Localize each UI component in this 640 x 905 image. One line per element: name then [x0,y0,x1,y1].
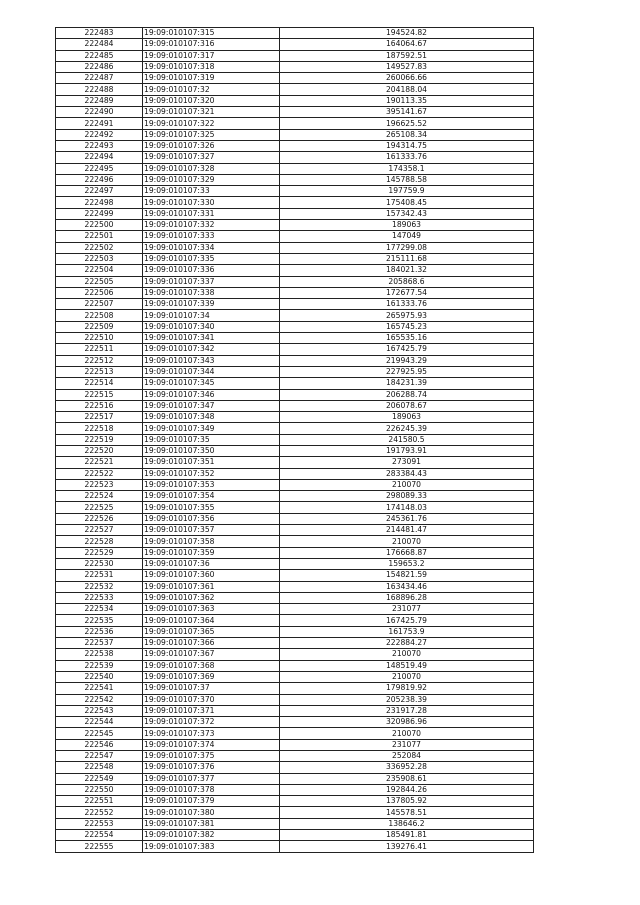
amount-cell: 231077 [280,739,534,750]
table-row [56,649,534,660]
row-id-cell: 222519 [56,434,143,445]
cadastral-number-cell: 19:09:010107:333 [143,231,280,242]
row-id-cell: 222554 [56,830,143,841]
table-row [56,491,534,502]
cadastral-number-cell: 19:09:010107:340 [143,321,280,332]
cadastral-number-cell: 19:09:010107:331 [143,208,280,219]
cadastral-number-cell: 19:09:010107:33 [143,186,280,197]
row-id-cell: 222489 [56,95,143,106]
table-row [56,412,534,423]
cadastral-number-cell: 19:09:010107:343 [143,355,280,366]
row-id-cell: 222555 [56,841,143,852]
row-id-cell: 222505 [56,276,143,287]
row-id-cell: 222528 [56,536,143,547]
amount-cell: 191793.91 [280,445,534,456]
row-id-cell: 222547 [56,751,143,762]
amount-cell: 139276.41 [280,841,534,852]
row-id-cell: 222544 [56,717,143,728]
cadastral-number-cell: 19:09:010107:364 [143,615,280,626]
table-row [56,333,534,344]
cadastral-number-cell: 19:09:010107:380 [143,807,280,818]
table-row [56,728,534,739]
amount-cell: 161753.9 [280,626,534,637]
table-row [56,276,534,287]
cadastral-number-cell: 19:09:010107:368 [143,660,280,671]
cadastral-number-cell: 19:09:010107:359 [143,547,280,558]
table-row [56,558,534,569]
cadastral-number-cell: 19:09:010107:379 [143,796,280,807]
table-row [56,638,534,649]
amount-cell: 167425.79 [280,615,534,626]
cadastral-number-cell: 19:09:010107:348 [143,412,280,423]
amount-cell: 174358.1 [280,163,534,174]
cadastral-number-cell: 19:09:010107:361 [143,581,280,592]
row-id-cell: 222550 [56,784,143,795]
cadastral-number-cell: 19:09:010107:341 [143,333,280,344]
table-row [56,445,534,456]
cadastral-number-cell: 19:09:010107:372 [143,717,280,728]
amount-cell: 184021.32 [280,265,534,276]
cadastral-number-cell: 19:09:010107:349 [143,423,280,434]
amount-cell: 231917.28 [280,705,534,716]
records-table-body [56,28,534,853]
amount-cell: 226245.39 [280,423,534,434]
table-row [56,50,534,61]
amount-cell: 189063 [280,412,534,423]
row-id-cell: 222483 [56,28,143,39]
row-id-cell: 222545 [56,728,143,739]
row-id-cell: 222524 [56,491,143,502]
cadastral-number-cell: 19:09:010107:34 [143,310,280,321]
table-row [56,129,534,140]
row-id-cell: 222498 [56,197,143,208]
table-row [56,671,534,682]
row-id-cell: 222521 [56,457,143,468]
amount-cell: 206288.74 [280,389,534,400]
table-row [56,762,534,773]
table-row [56,140,534,151]
table-row [56,28,534,39]
row-id-cell: 222515 [56,389,143,400]
amount-cell: 204188.04 [280,84,534,95]
row-id-cell: 222506 [56,287,143,298]
table-row [56,615,534,626]
amount-cell: 245361.76 [280,513,534,524]
table-row [56,592,534,603]
row-id-cell: 222487 [56,73,143,84]
table-row [56,830,534,841]
row-id-cell: 222493 [56,140,143,151]
cadastral-number-cell: 19:09:010107:32 [143,84,280,95]
amount-cell: 157342.43 [280,208,534,219]
row-id-cell: 222527 [56,525,143,536]
cadastral-number-cell: 19:09:010107:367 [143,649,280,660]
amount-cell: 222884.27 [280,638,534,649]
row-id-cell: 222486 [56,61,143,72]
row-id-cell: 222516 [56,400,143,411]
table-row [56,389,534,400]
table-row [56,513,534,524]
amount-cell: 161333.76 [280,299,534,310]
row-id-cell: 222518 [56,423,143,434]
row-id-cell: 222536 [56,626,143,637]
cadastral-number-cell: 19:09:010107:322 [143,118,280,129]
amount-cell: 273091 [280,457,534,468]
row-id-cell: 222488 [56,84,143,95]
cadastral-number-cell: 19:09:010107:357 [143,525,280,536]
row-id-cell: 222502 [56,242,143,253]
row-id-cell: 222495 [56,163,143,174]
table-row [56,265,534,276]
row-id-cell: 222526 [56,513,143,524]
table-row [56,604,534,615]
cadastral-number-cell: 19:09:010107:317 [143,50,280,61]
table-row [56,581,534,592]
amount-cell: 235908.61 [280,773,534,784]
cadastral-number-cell: 19:09:010107:356 [143,513,280,524]
cadastral-number-cell: 19:09:010107:381 [143,818,280,829]
cadastral-number-cell: 19:09:010107:335 [143,253,280,264]
amount-cell: 210070 [280,536,534,547]
table-row [56,107,534,118]
table-row [56,163,534,174]
row-id-cell: 222484 [56,39,143,50]
amount-cell: 205868.6 [280,276,534,287]
amount-cell: 210070 [280,479,534,490]
amount-cell: 165535.16 [280,333,534,344]
table-row [56,468,534,479]
amount-cell: 196625.52 [280,118,534,129]
amount-cell: 185491.81 [280,830,534,841]
table-row [56,366,534,377]
amount-cell: 206078.67 [280,400,534,411]
row-id-cell: 222501 [56,231,143,242]
row-id-cell: 222490 [56,107,143,118]
row-id-cell: 222525 [56,502,143,513]
row-id-cell: 222520 [56,445,143,456]
row-id-cell: 222530 [56,558,143,569]
row-id-cell: 222552 [56,807,143,818]
table-row [56,773,534,784]
cadastral-number-cell: 19:09:010107:344 [143,366,280,377]
amount-cell: 194524.82 [280,28,534,39]
cadastral-number-cell: 19:09:010107:358 [143,536,280,547]
amount-cell: 187592.51 [280,50,534,61]
table-row [56,186,534,197]
amount-cell: 190113.35 [280,95,534,106]
table-row [56,231,534,242]
amount-cell: 210070 [280,728,534,739]
row-id-cell: 222543 [56,705,143,716]
amount-cell: 147049 [280,231,534,242]
row-id-cell: 222539 [56,660,143,671]
table-row [56,152,534,163]
amount-cell: 168896.28 [280,592,534,603]
cadastral-number-cell: 19:09:010107:319 [143,73,280,84]
cadastral-number-cell: 19:09:010107:338 [143,287,280,298]
table-row [56,502,534,513]
records-table [55,27,534,853]
amount-cell: 167425.79 [280,344,534,355]
cadastral-number-cell: 19:09:010107:371 [143,705,280,716]
cadastral-number-cell: 19:09:010107:337 [143,276,280,287]
table-row [56,796,534,807]
cadastral-number-cell: 19:09:010107:327 [143,152,280,163]
table-row [56,784,534,795]
cadastral-number-cell: 19:09:010107:354 [143,491,280,502]
table-row [56,299,534,310]
cadastral-number-cell: 19:09:010107:351 [143,457,280,468]
row-id-cell: 222517 [56,412,143,423]
amount-cell: 154821.59 [280,570,534,581]
row-id-cell: 222522 [56,468,143,479]
row-id-cell: 222546 [56,739,143,750]
cadastral-number-cell: 19:09:010107:325 [143,129,280,140]
row-id-cell: 222507 [56,299,143,310]
amount-cell: 320986.96 [280,717,534,728]
cadastral-number-cell: 19:09:010107:330 [143,197,280,208]
amount-cell: 137805.92 [280,796,534,807]
row-id-cell: 222492 [56,129,143,140]
amount-cell: 336952.28 [280,762,534,773]
row-id-cell: 222540 [56,671,143,682]
amount-cell: 260066.66 [280,73,534,84]
table-row [56,287,534,298]
cadastral-number-cell: 19:09:010107:373 [143,728,280,739]
cadastral-number-cell: 19:09:010107:318 [143,61,280,72]
amount-cell: 241580.5 [280,434,534,445]
amount-cell: 149527.83 [280,61,534,72]
amount-cell: 189063 [280,220,534,231]
cadastral-number-cell: 19:09:010107:339 [143,299,280,310]
amount-cell: 165745.23 [280,321,534,332]
amount-cell: 174148.03 [280,502,534,513]
cadastral-number-cell: 19:09:010107:375 [143,751,280,762]
row-id-cell: 222512 [56,355,143,366]
table-row [56,344,534,355]
cadastral-number-cell: 19:09:010107:334 [143,242,280,253]
table-row [56,378,534,389]
cadastral-number-cell: 19:09:010107:342 [143,344,280,355]
row-id-cell: 222542 [56,694,143,705]
row-id-cell: 222499 [56,208,143,219]
row-id-cell: 222503 [56,253,143,264]
row-id-cell: 222553 [56,818,143,829]
table-row [56,547,534,558]
table-row [56,457,534,468]
row-id-cell: 222548 [56,762,143,773]
cadastral-number-cell: 19:09:010107:352 [143,468,280,479]
cadastral-number-cell: 19:09:010107:347 [143,400,280,411]
amount-cell: 164064.67 [280,39,534,50]
amount-cell: 194314.75 [280,140,534,151]
cadastral-number-cell: 19:09:010107:377 [143,773,280,784]
table-row [56,242,534,253]
cadastral-number-cell: 19:09:010107:362 [143,592,280,603]
table-row [56,841,534,852]
row-id-cell: 222508 [56,310,143,321]
row-id-cell: 222532 [56,581,143,592]
amount-cell: 197759.9 [280,186,534,197]
cadastral-number-cell: 19:09:010107:363 [143,604,280,615]
cadastral-number-cell: 19:09:010107:328 [143,163,280,174]
cadastral-number-cell: 19:09:010107:370 [143,694,280,705]
amount-cell: 298089.33 [280,491,534,502]
cadastral-number-cell: 19:09:010107:329 [143,174,280,185]
cadastral-number-cell: 19:09:010107:369 [143,671,280,682]
amount-cell: 395141.67 [280,107,534,118]
table-row [56,660,534,671]
amount-cell: 175408.45 [280,197,534,208]
cadastral-number-cell: 19:09:010107:383 [143,841,280,852]
row-id-cell: 222533 [56,592,143,603]
amount-cell: 179819.92 [280,683,534,694]
amount-cell: 283384.43 [280,468,534,479]
cadastral-number-cell: 19:09:010107:321 [143,107,280,118]
cadastral-number-cell: 19:09:010107:366 [143,638,280,649]
cadastral-number-cell: 19:09:010107:350 [143,445,280,456]
table-row [56,73,534,84]
cadastral-number-cell: 19:09:010107:355 [143,502,280,513]
amount-cell: 172677.54 [280,287,534,298]
table-row [56,683,534,694]
row-id-cell: 222514 [56,378,143,389]
table-row [56,39,534,50]
table-row [56,220,534,231]
table-row [56,626,534,637]
cadastral-number-cell: 19:09:010107:35 [143,434,280,445]
cadastral-number-cell: 19:09:010107:365 [143,626,280,637]
table-row [56,197,534,208]
amount-cell: 184231.39 [280,378,534,389]
cadastral-number-cell: 19:09:010107:315 [143,28,280,39]
amount-cell: 161333.76 [280,152,534,163]
cadastral-number-cell: 19:09:010107:345 [143,378,280,389]
row-id-cell: 222511 [56,344,143,355]
amount-cell: 215111.68 [280,253,534,264]
table-row [56,310,534,321]
table-row [56,434,534,445]
amount-cell: 177299.08 [280,242,534,253]
amount-cell: 205238.39 [280,694,534,705]
table-row [56,739,534,750]
row-id-cell: 222496 [56,174,143,185]
amount-cell: 252084 [280,751,534,762]
table-row [56,400,534,411]
table-row [56,118,534,129]
row-id-cell: 222541 [56,683,143,694]
table-row [56,818,534,829]
table-row [56,694,534,705]
table-row [56,807,534,818]
table-row [56,95,534,106]
cadastral-number-cell: 19:09:010107:353 [143,479,280,490]
cadastral-number-cell: 19:09:010107:376 [143,762,280,773]
table-row [56,717,534,728]
table-row [56,423,534,434]
row-id-cell: 222510 [56,333,143,344]
table-row [56,525,534,536]
amount-cell: 145578.51 [280,807,534,818]
cadastral-number-cell: 19:09:010107:316 [143,39,280,50]
cadastral-number-cell: 19:09:010107:360 [143,570,280,581]
table-row [56,705,534,716]
amount-cell: 214481.47 [280,525,534,536]
cadastral-number-cell: 19:09:010107:382 [143,830,280,841]
row-id-cell: 222549 [56,773,143,784]
amount-cell: 192844.26 [280,784,534,795]
table-row [56,479,534,490]
amount-cell: 210070 [280,649,534,660]
row-id-cell: 222509 [56,321,143,332]
table-row [56,84,534,95]
amount-cell: 145788.58 [280,174,534,185]
amount-cell: 227925.95 [280,366,534,377]
amount-cell: 138646.2 [280,818,534,829]
row-id-cell: 222523 [56,479,143,490]
amount-cell: 210070 [280,671,534,682]
table-row [56,61,534,72]
row-id-cell: 222494 [56,152,143,163]
row-id-cell: 222497 [56,186,143,197]
cadastral-number-cell: 19:09:010107:332 [143,220,280,231]
row-id-cell: 222504 [56,265,143,276]
row-id-cell: 222535 [56,615,143,626]
cadastral-number-cell: 19:09:010107:346 [143,389,280,400]
row-id-cell: 222534 [56,604,143,615]
row-id-cell: 222538 [56,649,143,660]
table-row [56,355,534,366]
table-row [56,570,534,581]
row-id-cell: 222537 [56,638,143,649]
row-id-cell: 222491 [56,118,143,129]
amount-cell: 148519.49 [280,660,534,671]
cadastral-number-cell: 19:09:010107:336 [143,265,280,276]
amount-cell: 265108.34 [280,129,534,140]
table-row [56,321,534,332]
row-id-cell: 222551 [56,796,143,807]
cadastral-number-cell: 19:09:010107:378 [143,784,280,795]
row-id-cell: 222500 [56,220,143,231]
amount-cell: 231077 [280,604,534,615]
cadastral-number-cell: 19:09:010107:37 [143,683,280,694]
table-row [56,536,534,547]
amount-cell: 265975.93 [280,310,534,321]
row-id-cell: 222531 [56,570,143,581]
table-row [56,751,534,762]
cadastral-number-cell: 19:09:010107:36 [143,558,280,569]
amount-cell: 219943.29 [280,355,534,366]
cadastral-number-cell: 19:09:010107:320 [143,95,280,106]
amount-cell: 176668.87 [280,547,534,558]
table-row [56,174,534,185]
amount-cell: 163434.46 [280,581,534,592]
row-id-cell: 222513 [56,366,143,377]
table-row [56,253,534,264]
row-id-cell: 222485 [56,50,143,61]
cadastral-number-cell: 19:09:010107:374 [143,739,280,750]
table-row [56,208,534,219]
amount-cell: 159653.2 [280,558,534,569]
cadastral-number-cell: 19:09:010107:326 [143,140,280,151]
row-id-cell: 222529 [56,547,143,558]
